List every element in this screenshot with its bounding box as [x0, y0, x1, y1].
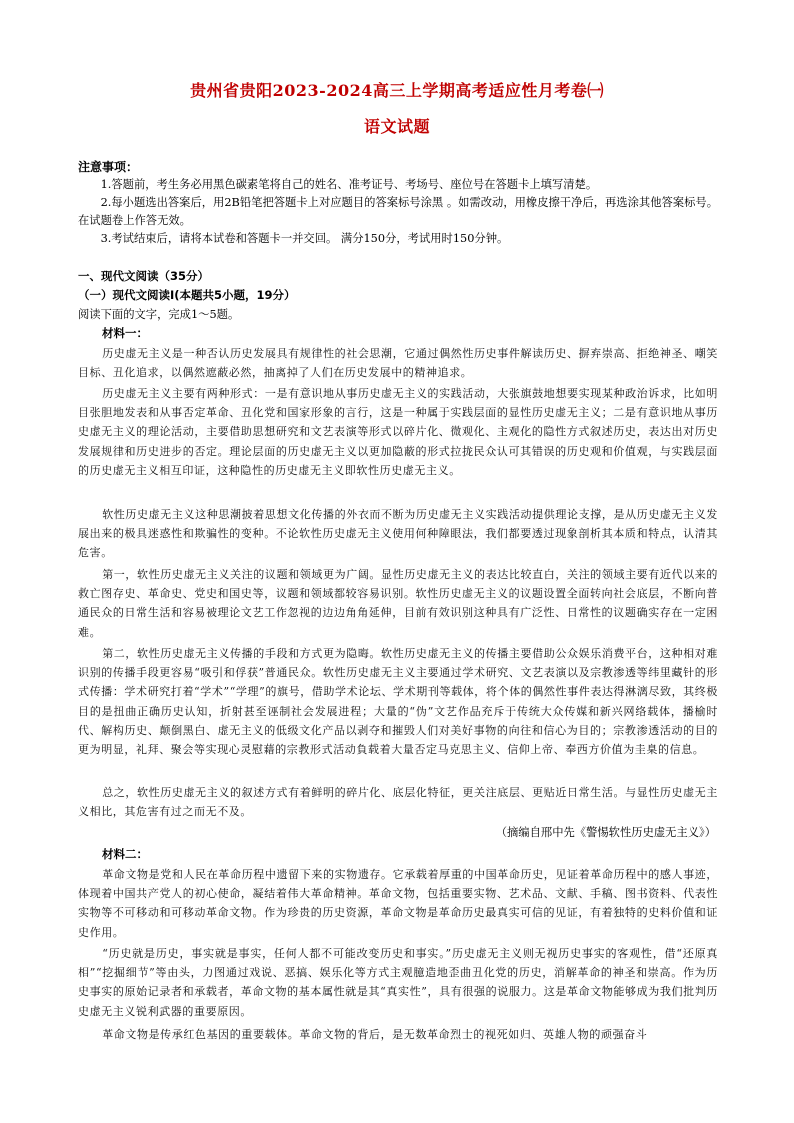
section-heading: 一、现代文阅读（35分） — [78, 269, 210, 283]
material-2-paragraph: 革命文物是传承红色基因的重要载体。革命文物的背后，是无数革命烈士的视死如归、英雄人物的顽强奋斗 — [102, 1028, 648, 1041]
material-2-label: 材料二： — [102, 847, 148, 861]
material-1-paragraph: 第二，软性历史虚无主义传播的手段和方式更为隐晦。软性历史虚无主义的传播主要借助公众娱乐消费平台，这种相对难识别的传播手段更容易“吸引和俘获”普通民众。软性历史虚无主义主要通过学术研究、文艺表演以及宗教渗透等纬里藏针的形式传播：学术研究打着“学术”“学理”的旗号，借助学术论坛、学术期刊等载体，将个体的偶然性事件表达得淋漓尽致，其终极目的是扭曲正确历史认知，折射甚至诬制社会发展进程；大量的“伪”文艺作品充斥于传统大众传媒和新兴网络载体，播榆时代、解构历史、颠倒黑白、虚无主义的低级文化产品以剥夺和摧毁人们对美好事物的向往和信心为目的；宗教渗透活动的目的更为明显，礼拜、聚会等实现心灵慰藉的宗教形式活动負载着大量否定马克思主义、信仰上帝、奉西方价值为圭臬的信息。 — [78, 647, 718, 757]
notice-item-3: 3.考试结束后，请将本试卷和答题卡一并交回。 满分150分，考试用时150分钟。 — [100, 232, 509, 245]
notice-item-1: 1.答题前，考生务必用黑色碳素笔将自己的姓名、准考证号、考场号、座位号在答题卡上填写清楚。 — [100, 178, 598, 191]
notice-heading: 注意事项： — [78, 160, 139, 174]
material-1-label: 材料一： — [102, 326, 148, 340]
material-1-source: （摘编自邢中先《警惕软性历史虚无主义》） — [495, 826, 716, 839]
material-1-paragraph: 历史虚无主义主要有两种形式：一是有意识地从事历史虚无主义的实践活动，大张旗鼓地想要实现某种政治诉求，比如明目张胆地发表和从事否定革命、丑化党和国家形象的言行，这是一种属于实践层面的显性历史虚无主义；二是有意识地从事历史虚无主义的理论活动，主要借助思想研究和文艺表演等形式以碎片化、微观化、主观化的隐性方式叙述历史，表达出对历史发展规律和历史进步的否定。理论层面的历史虚无主义以更加隐蔽的形式拉拢民众认可其错误的历史观和价值观，与实践层面的历史虚无主义相互印证，这种隐性的历史虚无主义即软性历史虚无主义。 — [78, 387, 718, 477]
material-1-paragraph: 总之，软性历史虚无主义的叙述方式有着鲜明的碎片化、底层化特征，更关注底层、更贴近日常生活。与显性历史虚无主义相比，其危害有过之而无不及。 — [78, 786, 718, 819]
material-2-paragraph: 革命文物是党和人民在革命历程中遗留下来的实物遗存。它承载着厚重的中国革命历史，见证着革命历程中的感人事迹，体现着中国共产党人的初心使命，凝结着伟大革命精神。革命文物，包括重要实物、艺术品、文献、手稿、图书资料、代表性实物等不可移动和可移动革命文物。作为珍贵的历史资源，革命文物是革命历史最真实可信的见证，有着独特的史料价值和证史作用。 — [78, 868, 718, 939]
material-1-paragraph: 第一，软性历史虚无主义关注的议题和领域更为广阔。显性历史虚无主义的表达比较直白，关注的领域主要有近代以来的救亡图存史、革命史、党史和国史等，议题和领域都较容易识别。软性历史虚无主义的议题设置全面转向社会底层，不断向普通民众的日常生活和容易被理论文艺工作忽视的边边角角延伸，目前有效识别这种具有广泛性、日常性的议题确实存在一定困难。 — [78, 568, 718, 639]
material-1-paragraph: 软性历史虚无主义这种思潮披着思想文化传播的外衣而不断为历史虚无主义实践活动提供理论支撑，是从历史虚无主义发展出来的极具迷惑性和欺骗性的变种。不论软性历史虚无主义使用何种障眼法，我们都要透过现象剖析其本质和特点，认清其危害。 — [78, 508, 718, 560]
material-2-paragraph: “历史就是历史，事实就是事实，任何人都不可能改变历史和事实。”历史虚无主义则无视历史事实的客观性，借“还原真相”“挖掘细节”等由头，力图通过戏说、恶搞、娱乐化等方式主观臆造地歪曲丑化党的历史，消解革命的神圣和崇高。作为历史事实的原始记录者和承载者，革命文物的基本属性就是其“真实性”，具有很强的说服力。这是革命文物能够成为我们批判历史虚无主义锐利武器的重要原因。 — [78, 947, 718, 1018]
subsection-heading: （一）现代文阅读Ⅰ(本题共5小题，19分） — [78, 288, 296, 302]
exam-title: 贵州省贵阳2023-2024高三上学期高考适应性月考卷㈠ — [190, 81, 604, 100]
notice-item-2: 2.每小题选出答案后，用2B铅笔把答题卡上对应题目的答案标号涂黑 。如需改动，用橡皮擦干净后，再选涂其他答案标号。在试题卷上作答无效。 — [78, 196, 718, 227]
material-1-paragraph: 历史虚无主义是一种否认历史发展具有规律性的社会思潮，它通过偶然性历史事件解读历史、摒弃崇高、拒绝神圣、嘲笑目标、丑化追求，以偶然遮蔽必然，抽离掉了人们在历史发展中的精神追求。 — [78, 347, 718, 380]
reading-instruction: 阅读下面的文字，完成1～5题。 — [78, 308, 240, 321]
exam-subtitle: 语文试题 — [363, 117, 430, 136]
